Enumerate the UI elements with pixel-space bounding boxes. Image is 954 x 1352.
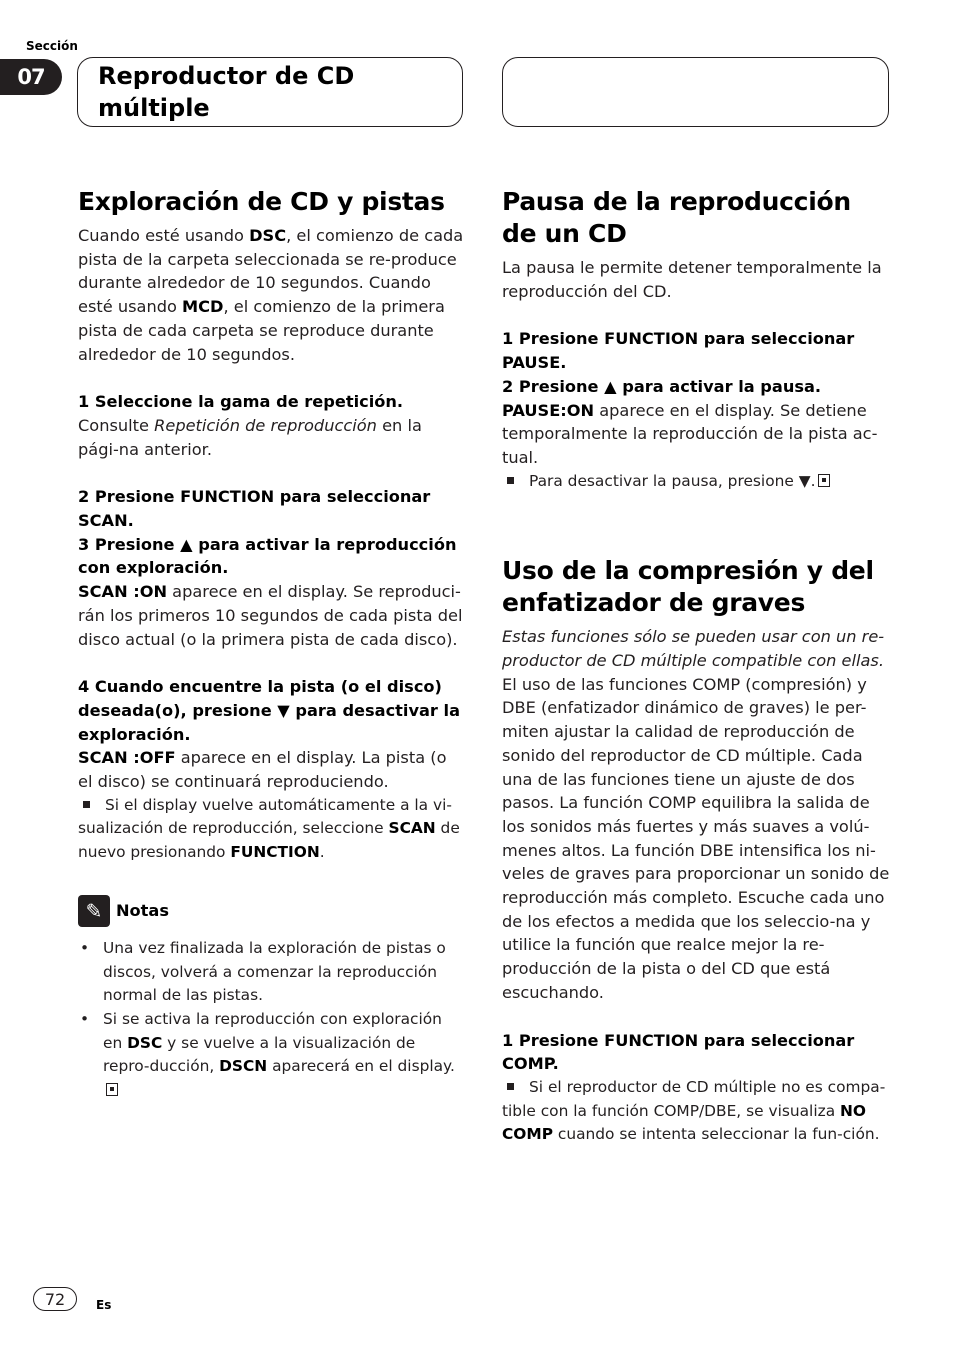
header-empty-box — [502, 57, 889, 127]
header-title: Reproductor de CD múltiple — [98, 62, 355, 122]
pause-step-2-note: Para desactivar la pausa, presione ▼. — [502, 470, 890, 494]
scan-intro: Cuando esté usando DSC, el comienzo de cada pista de la carpeta seleccionada se re-produce durante alrededor de 10 segundos. Cuando esté usando MCD, el comienzo de la primera pista de cada carpeta se reproduce durante alrededor de 10 segundos. — [78, 226, 464, 364]
note-item: • Una vez finalizada la exploración de pistas o discos, volverá a comenzar la reproducción normal de las pistas. — [78, 937, 466, 1008]
pause-intro: La pausa le permite detener temporalmente la reproducción del CD. — [502, 258, 882, 301]
pause-step-1: 1 Presione FUNCTION para seleccionar PAUSE. — [502, 329, 855, 373]
pause-step-2: 2 Presione ▲ para activar la pausa. — [502, 376, 822, 396]
scan-step-4-body: SCAN :OFF aparece en el display. La pista (o el disco) se continuará reproduciendo. — [78, 748, 447, 792]
comp-step-1-note: Si el reproductor de CD múltiple no es compa-tible con la función COMP/DBE, se visualiza NO COMP cuando se intenta seleccionar la fun-ción. — [502, 1076, 890, 1147]
scan-step-3-body: SCAN :ON aparece en el display. Se reproduci-rán los primeros 10 segundos de cada pista del disco actual (o la primera pista de cada disco). — [78, 582, 463, 649]
notes-label: Notas — [116, 901, 169, 921]
section-number-badge: 07 — [0, 59, 62, 95]
scan-step-4: 4 Cuando encuentre la pista (o el disco) deseada(o), presione ▼ para desactivar la exploración. — [78, 677, 461, 744]
heading-pause: Pausa de la reproducción de un CD — [502, 187, 851, 248]
header-title-box — [77, 57, 463, 127]
notes-header — [78, 895, 466, 927]
pencil-note-icon: ✎ — [78, 895, 110, 927]
right-column — [502, 186, 890, 1147]
left-column — [78, 186, 466, 1103]
scan-step-3: 3 Presione ▲ para activar la reproducción con exploración. — [78, 534, 457, 578]
comp-step-1: 1 Presione FUNCTION para seleccionar COMP. — [502, 1030, 855, 1074]
section-label: Sección — [26, 39, 78, 53]
scan-step-2: 2 Presione FUNCTION para seleccionar SCAN. — [78, 487, 431, 531]
heading-comp-dbe: Uso de la compresión y del enfatizador de graves — [502, 556, 874, 618]
scan-step-4-note: Si el display vuelve automáticamente a la vi-sualización de reproducción, seleccione SCAN de nuevo presionando FUNCTION. — [78, 794, 466, 865]
end-of-section-icon — [818, 474, 830, 487]
scan-step-1: 1 Seleccione la gama de repetición. — [78, 392, 404, 412]
page-number: 72 — [33, 1287, 77, 1311]
comp-body: El uso de las funciones COMP (compresión) y DBE (enfatizador dinámico de graves) le per-miten ajustar la calidad de reproducción de sonido del reproductor de CD múltiple. Cada una de las funciones tiene un ajuste de dos pasos. La función COMP equilibra la salida de los sonidos más fuertes y más suaves a volú-menes altos. La función DBE intensifica los ni-veles de graves para proporcionar un sonido de reproducción más completo. Escuche cada uno de los efectos a medida que los seleccio-na y utilice la función que realce mejor la re-producción de la pista o del CD que está escuchando. — [502, 674, 890, 1002]
scan-step-1-body: Consulte Repetición de reproducción en la pági-na anterior. — [78, 415, 422, 459]
language-code: Es — [96, 1298, 112, 1312]
heading-scan: Exploración de CD y pistas — [78, 187, 445, 216]
note-item: • Si se activa la reproducción con exploración en DSC y se vuelve a la visualización de repro-ducción, DSCN aparecerá en el display. — [78, 1008, 466, 1103]
comp-italic-intro: Estas funciones sólo se pueden usar con un re-productor de CD múltiple compatible con ellas. — [502, 627, 885, 671]
notes-list — [78, 937, 466, 1103]
end-of-section-icon — [106, 1083, 118, 1096]
pause-step-2-body: PAUSE:ON aparece en el display. Se detiene temporalmente la reproducción de la pista ac-tual. — [502, 400, 878, 467]
